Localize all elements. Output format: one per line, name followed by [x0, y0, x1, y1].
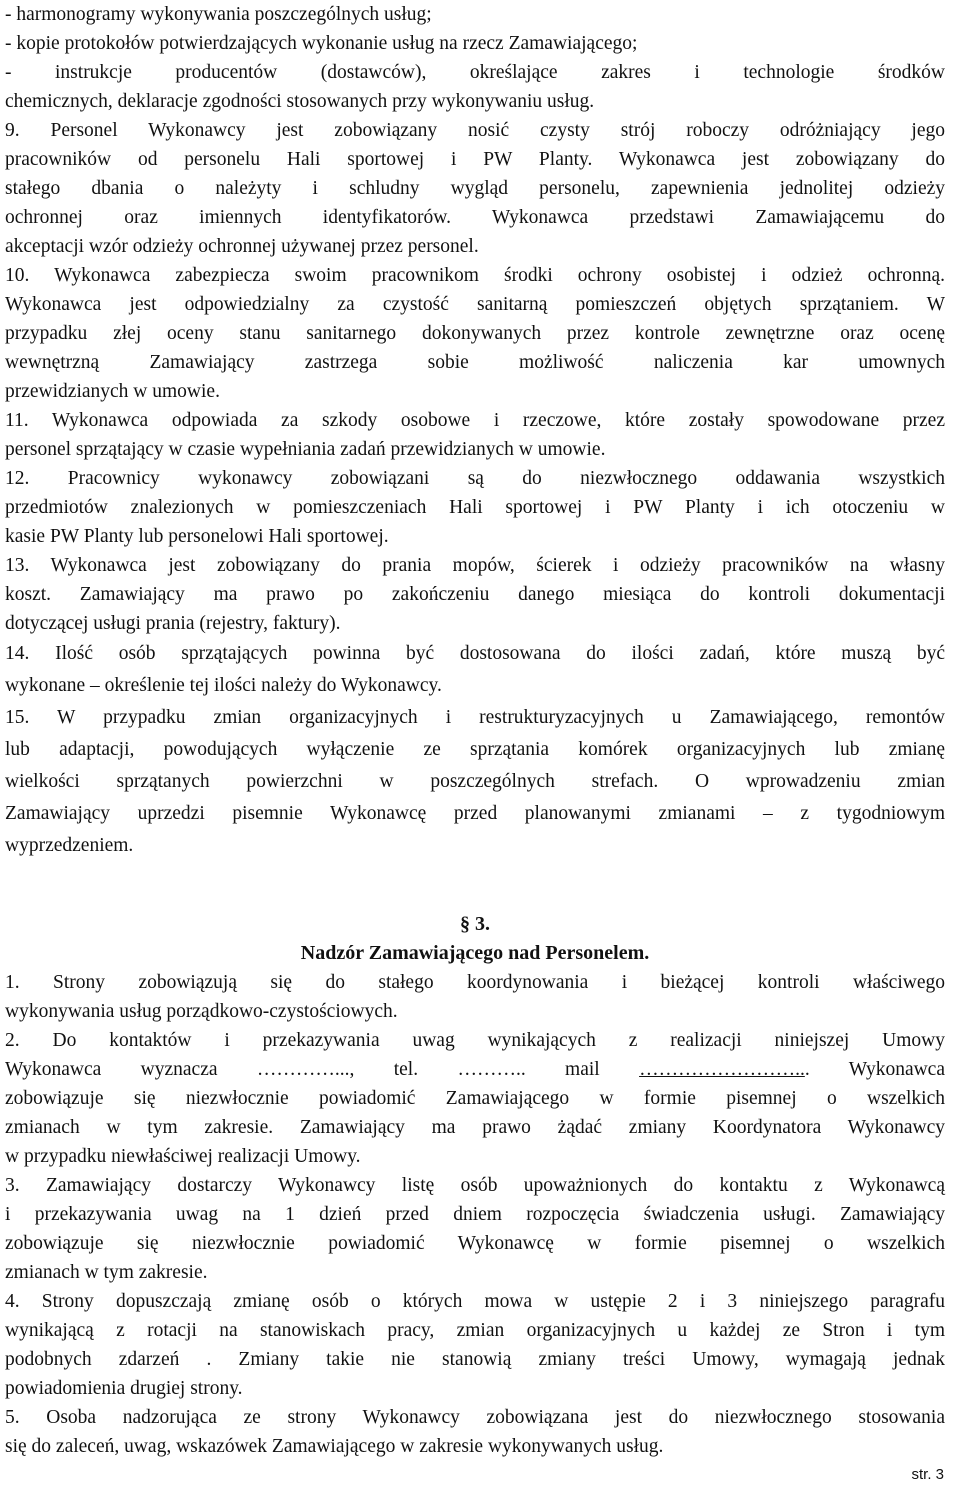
text-line: wielkości sprzątanych powierzchni w poszczególnych strefach. O wprowadzeniu zmian	[5, 771, 945, 792]
text-line: wykonywania usług porządkowo-czystościowych.	[5, 1001, 398, 1022]
section-title: Nadzór Zamawiającego nad Personelem.	[300, 942, 650, 964]
section-item-5	[5, 1403, 945, 1461]
text-line: - instrukcje producentów (dostawców), określające zakres i technologie środków	[5, 62, 945, 83]
paragraph-14	[5, 638, 945, 702]
paragraph-10	[5, 261, 945, 406]
text-line: 11. Wykonawca odpowiada za szkody osobowe i rzeczowe, które zostały spowodowane przez	[5, 410, 945, 431]
text-line: kasie PW Planty lub personelowi Hali sportowej.	[5, 526, 389, 547]
paragraph-11	[5, 406, 945, 464]
section-item-4	[5, 1287, 945, 1403]
paragraph-12	[5, 464, 945, 551]
text-line: się do zaleceń, uwag, wskazówek Zamawiającego w zakresie wykonywanych usług.	[5, 1436, 664, 1457]
text-line: przypadku złej oceny stanu sanitarnego dokonywanych przez kontrole zewnętrzne oraz ocenę	[5, 323, 945, 344]
text-line: Wykonawca jest odpowiedzialny za czystość sanitarną pomieszczeń objętych sprzątaniem. W	[5, 294, 945, 315]
text-line: przewidzianych w umowie.	[5, 381, 220, 402]
text-line: wykonane – określenie tej ilości należy do Wykonawcy.	[5, 675, 442, 696]
text-line: - kopie protokołów potwierdzających wykonanie usług na rzecz Zamawiającego;	[5, 33, 638, 54]
text-line: zobowiązuje się niezwłocznie powiadomić Wykonawcę w formie pisemnej o wszelkich	[5, 1233, 945, 1254]
text-line: 10. Wykonawca zabezpiecza swoim pracownikom środki ochrony osobistej i odzież ochronną.	[5, 265, 945, 286]
text-line: wynikającą z rotacji na stanowiskach pracy, zmian organizacyjnych u każdej ze Stron i tym	[5, 1320, 945, 1341]
text-line: Zamawiający uprzedzi pisemnie Wykonawcę przed planowanymi zmianami – z tygodniowym	[5, 803, 945, 824]
text-line: 14. Ilość osób sprzątających powinna być dostosowana do ilości zadań, które muszą być	[5, 643, 945, 664]
text-line: i przekazywania uwag na 1 dzień przed dniem rozpoczęcia świadczenia usługi. Zamawiający	[5, 1204, 945, 1225]
text-line: zmianach w tym zakresie. Zamawiający ma prawo żądać zmiany Koordynatora Wykonawcy	[5, 1117, 945, 1138]
section-spacer	[5, 862, 945, 910]
text-line: stałego dbania o należyty i schludny wygląd personelu, zapewnienia jednolitej odzieży	[5, 178, 945, 199]
text-line: lub adaptacji, powodujących wyłączenie ze sprzątania komórek organizacyjnych lub zmianę	[5, 739, 945, 760]
document-page	[5, 0, 945, 1461]
text-line: w przypadku niewłaściwej realizacji Umowy.	[5, 1146, 361, 1167]
item-2-line-2-end: . Wykonawca	[804, 1059, 945, 1080]
paragraph-9	[5, 116, 945, 261]
text-line: 9. Personel Wykonawcy jest zobowiązany nosić czysty strój roboczy odróżniający jego	[5, 120, 945, 141]
section-item-1	[5, 968, 945, 1026]
section-number: § 3.	[460, 913, 490, 935]
text-line: akceptacji wzór odzieży ochronnej używanej przez personel.	[5, 236, 479, 257]
section-item-2	[5, 1026, 945, 1171]
text-line: przedmiotów znalezionych w pomieszczeniach Hali sportowej i PW Planty i ich otoczeniu w	[5, 497, 945, 518]
text-line: 5. Osoba nadzorująca ze strony Wykonawcy zobowiązana jest do niezwłocznego stosowania	[5, 1407, 945, 1428]
text-line: koszt. Zamawiający ma prawo po zakończeniu danego miesiąca do kontroli dokumentacji	[5, 584, 945, 605]
text-line: 13. Wykonawca jest zobowiązany do prania mopów, ścierek i odzieży pracowników na własny	[5, 555, 945, 576]
page-number: str. 3	[911, 1466, 944, 1483]
contact-placeholders: Wykonawca wyznacza …………..., tel. ……….. mail	[5, 1059, 640, 1080]
text-line: zobowiązuje się niezwłocznie powiadomić Zamawiającego w formie pisemnej o wszelkich	[5, 1088, 945, 1109]
item-2-line-1: 2. Do kontaktów i przekazywania uwag wynikających z realizacji niniejszej Umowy	[5, 1030, 945, 1051]
text-line: pracowników od personelu Hali sportowej i PW Planty. Wykonawca jest zobowiązany do	[5, 149, 945, 170]
intro-list	[5, 0, 945, 116]
text-line: chemicznych, deklaracje zgodności stosowanych przy wykonywaniu usług.	[5, 91, 595, 112]
text-line: 3. Zamawiający dostarczy Wykonawcy listę osób upoważnionych do kontaktu z Wykonawcą	[5, 1175, 945, 1196]
text-line: dotyczącej usługi prania (rejestry, faktury).	[5, 613, 341, 634]
text-line: 4. Strony dopuszczają zmianę osób o których mowa w ustępie 2 i 3 niniejszego paragrafu	[5, 1291, 945, 1312]
text-line: powiadomienia drugiej strony.	[5, 1378, 243, 1399]
text-line: wewnętrzną Zamawiający zastrzega sobie możliwość naliczenia kar umownych	[5, 352, 945, 373]
text-line: podobnych zdarzeń . Zmiany takie nie stanowią zmiany treści Umowy, wymagają jednak	[5, 1349, 945, 1370]
mail-placeholder: ……………………..	[639, 1059, 805, 1080]
text-line: wyprzedzeniem.	[5, 835, 134, 856]
text-line: zmianach w tym zakresie.	[5, 1262, 208, 1283]
text-line: ochronnej oraz imiennych identyfikatorów. Wykonawca przedstawi Zamawiającemu do	[5, 207, 945, 228]
item-2-rest	[5, 1084, 945, 1171]
text-line: - harmonogramy wykonywania poszczególnych usług;	[5, 4, 432, 25]
item-2-line-2	[5, 1055, 945, 1084]
paragraph-15	[5, 702, 945, 862]
text-line: personel sprzątający w czasie wypełniania zadań przewidzianych w umowie.	[5, 439, 606, 460]
paragraph-13	[5, 551, 945, 638]
text-line: 12. Pracownicy wykonawcy zobowiązani są do niezwłocznego oddawania wszystkich	[5, 468, 945, 489]
text-line: 1. Strony zobowiązują się do stałego koordynowania i bieżącej kontroli właściwego	[5, 972, 945, 993]
text-line: 15. W przypadku zmian organizacyjnych i restrukturyzacyjnych u Zamawiającego, remontów	[5, 707, 945, 728]
section-item-3	[5, 1171, 945, 1287]
